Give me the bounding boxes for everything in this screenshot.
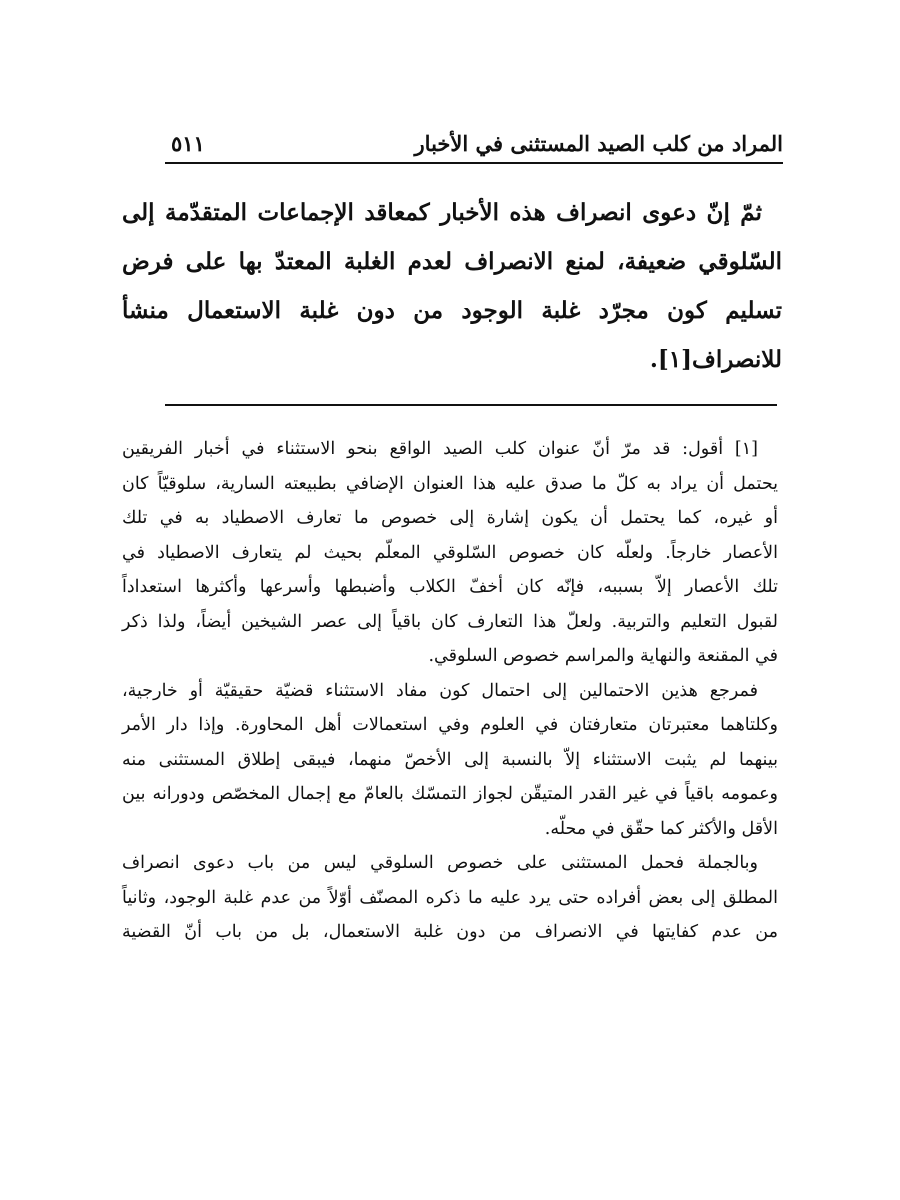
footnote-line: يحتمل أن يراد به كلّ ما صدق عليه هذا العنوان الإضافي بطبيعته السارية، سلوقيّاً كان	[122, 473, 778, 494]
footnote-separator	[165, 404, 777, 406]
main-text-line: ثمّ إنّ دعوى انصراف هذه الأخبار كمعاقد الإجماعات المتقدّمة إلى	[122, 199, 762, 226]
footnote-line: المطلق إلى بعض أفراده حتى يرد عليه ما ذكره المصنّف أوّلاً من عدم غلبة الوجود، وثانياً	[122, 887, 778, 908]
footnote-line: وعمومه باقياً في غير القدر المتيقّن لجواز التمسّك بالعامّ مع إجمال المخصّص ودورانه بين	[122, 784, 778, 804]
footnote-line: الأعصار خارجاً. ولعلّه كان خصوص السّلوقي المعلّم بحيث لم يتعارف الاصطياد في	[122, 542, 778, 563]
main-text-line: تسليم كون مجرّد غلبة الوجود من دون غلبة الاستعمال منشأ	[122, 297, 782, 324]
footnote-line: تلك الأعصار إلاّ بسببه، فإنّه كان أخفّ الكلاب وأضبطها وأسرعها وأكثرها استعداداً	[122, 577, 778, 597]
footnote-line: بينهما لم يثبت الاستثناء إلاّ بالنسبة إلى الأخصّ منهما، فيبقى إطلاق المستثنى منه	[122, 749, 778, 770]
footnotes	[122, 432, 778, 950]
footnote-paragraph	[122, 674, 778, 847]
page-header	[165, 128, 783, 164]
footnote-line: من عدم كفايتها في الانصراف من دون غلبة الاستعمال، بل من باب أنّ القضية	[122, 922, 778, 942]
footnote-line: في المقنعة والنهاية والمراسم خصوص السلوقي.	[428, 646, 778, 666]
main-text	[122, 188, 782, 384]
footnote-line: الأقل والأكثر كما حقّق في محلّه.	[544, 818, 778, 839]
footnote-line: [١] أقول: قد مرّ أنّ عنوان كلب الصيد الواقع بنحو الاستثناء في أخبار الفريقين	[122, 439, 758, 459]
page-number: ٥١١	[171, 131, 205, 156]
footnote-line: فمرجع هذين الاحتمالين إلى احتمال كون مفاد الاستثناء قضيّة حقيقيّة أو خارجية،	[122, 680, 758, 701]
footnote-paragraph	[122, 846, 778, 950]
main-text-line: السّلوقي ضعيفة، لمنع الانصراف لعدم الغلبة المعتدّ بها على فرض	[122, 248, 782, 275]
footnote-line: وكلتاهما معتبرتان متعارفتان في العلوم وفي استعمالات أهل المحاورة. وإذا دار الأمر	[122, 715, 778, 735]
footnote-line: لقبول التعليم والتربية. ولعلّ هذا التعارف كان باقياً إلى عصر الشيخين أيضاً، ولذا ذكر	[122, 611, 778, 632]
footnote-line: أو غيره، كما يحتمل أن يكون إشارة إلى خصوص ما تعارف الاصطياد به في تلك	[122, 508, 778, 528]
header-rule	[165, 162, 783, 164]
footnote-paragraph	[122, 432, 778, 674]
main-text-line: للانصراف[١].	[649, 346, 782, 373]
running-title: المراد من كلب الصيد المستثنى في الأخبار	[414, 131, 783, 156]
footnote-line: وبالجملة فحمل المستثنى على خصوص السلوقي ليس من باب دعوى انصراف	[122, 853, 758, 873]
